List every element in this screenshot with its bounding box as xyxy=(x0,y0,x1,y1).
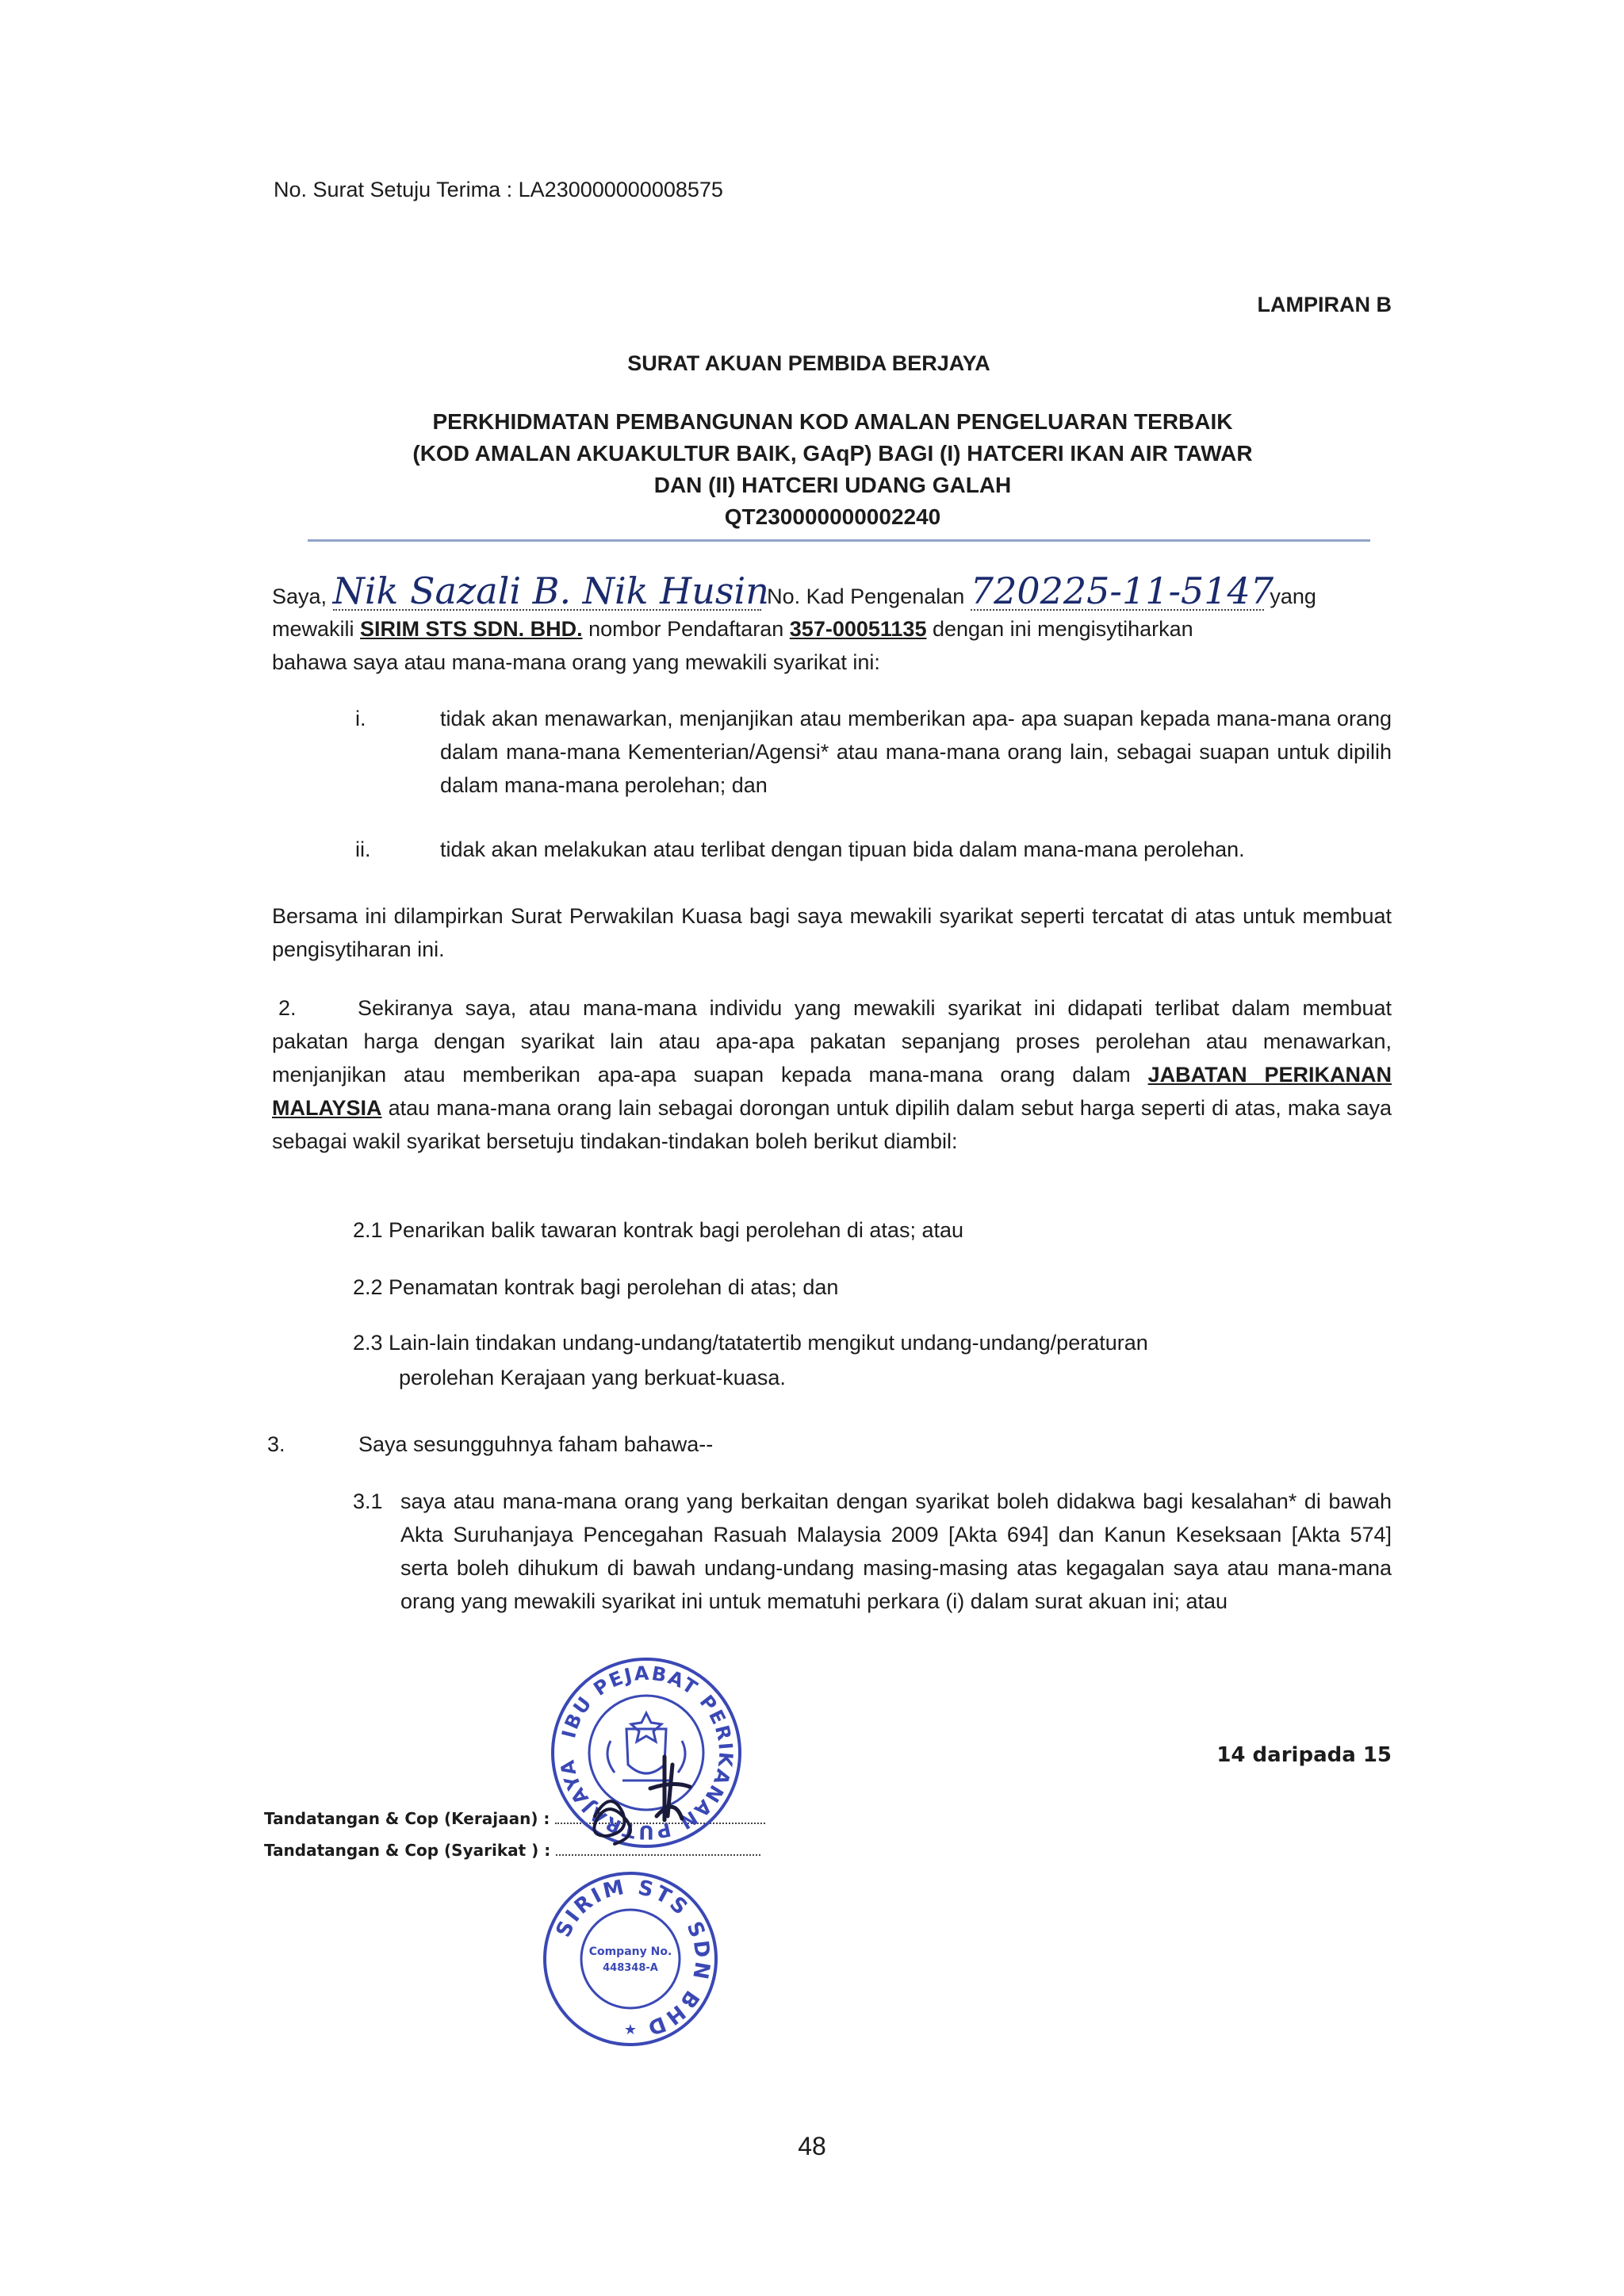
reference-line xyxy=(274,173,723,206)
section-3-intro: Saya sesungguhnya faham bahawa-- xyxy=(358,1432,714,1456)
clause-2-1: 2.1 Penarikan balik tawaran kontrak bagi perolehan di atas; atau xyxy=(353,1218,964,1242)
company-name: SIRIM STS SDN. BHD. xyxy=(360,617,583,641)
appendix-label: LAMPIRAN B xyxy=(1257,293,1392,316)
clause-3-1-number: 3.1 xyxy=(353,1489,383,1513)
company-stamp-inner-1: Company No. xyxy=(588,1945,672,1958)
section-2-text-b: atau mana-mana orang lain sebagai dorongan untuk dipilih dalam sebut harga seperti di atas, maka saya sebagai wakil syarikat bersetuju tindakan-tindakan boleh berikut diambil: xyxy=(272,1096,1392,1153)
ic-label: No. Kad Pengenalan xyxy=(767,585,965,608)
tender-code: QT230000000002240 xyxy=(724,504,941,529)
government-stamp-ring-text: IBU PEJABAT PERIKANAN PUTRAJAYA xyxy=(556,1662,737,1844)
section-2-number: 2. xyxy=(278,996,297,1020)
title-line-3: DAN (II) HATCERI UDANG GALAH xyxy=(653,473,1012,497)
signature-gov-label: Tandatangan & Cop (Kerajaan) : xyxy=(264,1809,550,1828)
handwritten-signature xyxy=(571,1741,730,1852)
reference-label: No. Surat Setuju Terima : xyxy=(274,178,513,201)
handwritten-name: Nik Sazali B. Nik Husin xyxy=(332,569,769,612)
company-stamp-inner-2: 448348-A xyxy=(603,1962,658,1974)
item-ii-text: tidak akan melakukan atau terlibat dengan tipuan bida dalam mana-mana perolehan. xyxy=(440,838,1245,861)
star-icon: ★ xyxy=(623,2022,638,2038)
company-stamp xyxy=(539,1868,722,2050)
company-stamp-ring-text: SIRIM STS SDN BHD xyxy=(551,1875,714,2041)
page-of-label: 14 daripada 15 xyxy=(1216,1743,1392,1767)
registration-number: 357-00051135 xyxy=(789,617,927,641)
clause-2-3-line-2: perolehan Kerajaan yang berkuat-kuasa. xyxy=(399,1366,786,1389)
item-i-text: tidak akan menawarkan, menjanjikan atau memberikan apa- apa suapan kepada mana-mana orang dalam mana-mana Kementerian/Agensi* atau mana-mana orang lain, sebagai suapan untuk dipilih dalam mana-mana perolehan; dan xyxy=(440,707,1392,797)
agency-name: JABATAN PERIKANAN MALAYSIA xyxy=(272,1063,1392,1120)
clause-2-3-line-1: 2.3 Lain-lain tindakan undang-undang/tatatertib mengikut undang-undang/peraturan xyxy=(353,1331,1148,1355)
document-title: SURAT AKUAN PEMBIDA BERJAYA xyxy=(627,351,990,375)
title-block xyxy=(262,406,1404,533)
saya-label: Saya, xyxy=(272,585,327,608)
title-line-1: PERKHIDMATAN PEMBANGUNAN KOD AMALAN PENGELUARAN TERBAIK xyxy=(432,409,1233,434)
declarant-line-3: bahawa saya atau mana-mana orang yang mewakili syarikat ini: xyxy=(272,650,880,674)
mewakili-word: mewakili xyxy=(272,617,354,641)
clause-2-2: 2.2 Penamatan kontrak bagi perolehan di atas; dan xyxy=(353,1275,839,1299)
title-rule xyxy=(308,539,1370,542)
registration-label: nombor Pendaftaran xyxy=(588,617,784,641)
item-ii-label: ii. xyxy=(355,838,371,861)
page-number: 48 xyxy=(798,2132,826,2160)
section-2-text-a: Sekiranya saya, atau mana-mana individu yang mewakili syarikat ini didapati terlibat dalam membuat pakatan harga dengan syarikat lain atau apa-apa pakatan sepanjang proses perolehan atau menawarkan, menjanjikan atau memberikan apa-apa suapan kepada mana-mana orang dalam xyxy=(272,996,1392,1087)
clause-3-1-text: saya atau mana-mana orang yang berkaitan dengan syarikat boleh didakwa bagi kesalahan* di bawah Akta Suruhanjaya Pencegahan Rasuah Malaysia 2009 [Akta 694] dan Kanun Keseksaan [Akta 574] serta boleh dihukum di bawah undang-undang masing-masing atas kegagalan saya atau mana-mana orang yang mewakili syarikat ini untuk mematuhi perkara (i) dalam surat akuan ini; atau xyxy=(400,1489,1392,1613)
section-2-paragraph xyxy=(272,991,1392,1158)
attachment-paragraph: Bersama ini dilampirkan Surat Perwakilan Kuasa bagi saya mewakili syarikat seperti tercatat di atas untuk membuat pengisytiharan ini. xyxy=(272,904,1392,961)
item-i-label: i. xyxy=(355,707,366,730)
declarant-line-2 xyxy=(272,612,1392,646)
yang-word: yang xyxy=(1270,585,1316,608)
reference-value: LA230000000008575 xyxy=(518,178,723,201)
section-3-number: 3. xyxy=(267,1432,285,1456)
declarant-line-1 xyxy=(272,569,1392,613)
signature-co-label: Tandatangan & Cop (Syarikat ) : xyxy=(264,1841,551,1860)
title-line-2: (KOD AMALAN AKUAKULTUR BAIK, GAqP) BAGI (I) HATCERI IKAN AIR TAWAR xyxy=(412,441,1253,466)
handwritten-ic: 720225-11-5147 xyxy=(970,569,1274,612)
declaration-text: dengan ini mengisytiharkan xyxy=(932,617,1193,641)
